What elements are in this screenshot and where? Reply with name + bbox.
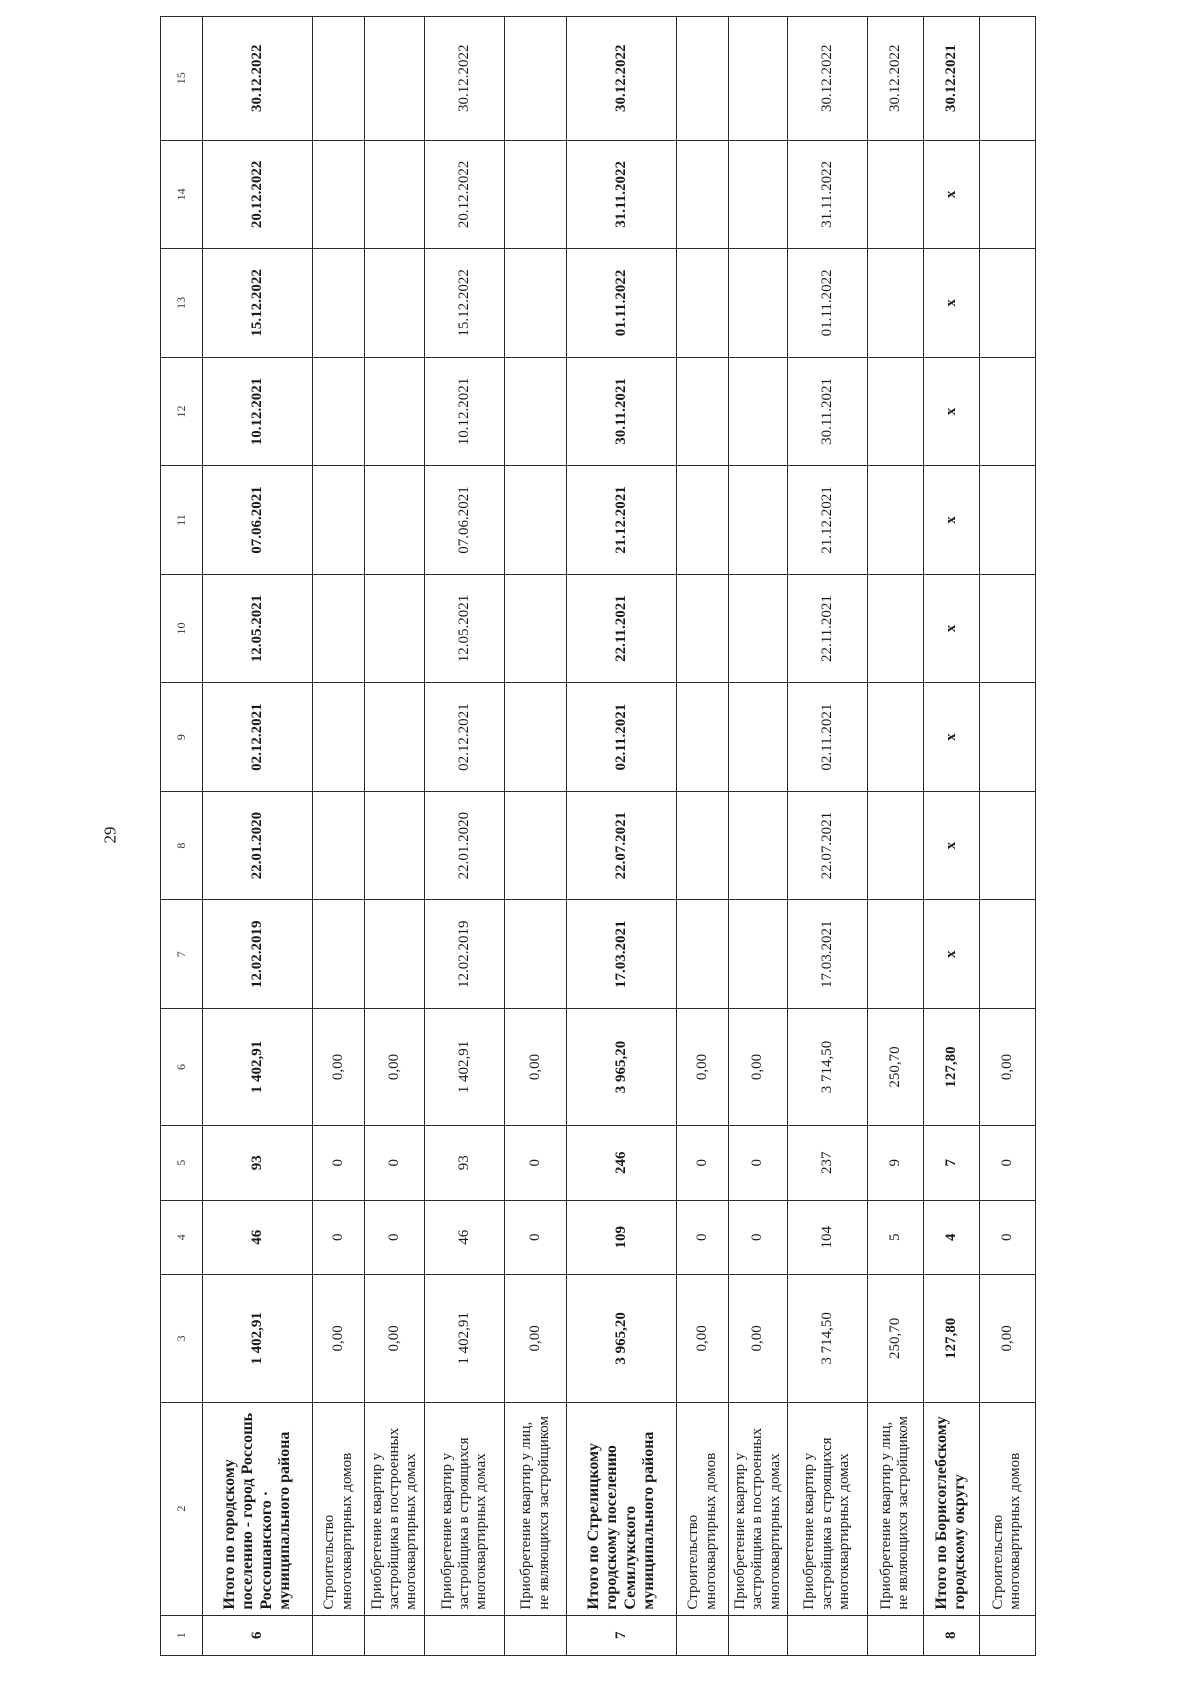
table-cell: 0,00 [365,1008,425,1125]
table-cell [867,466,923,575]
table-cell: 0 [979,1126,1035,1201]
table-cell: 93 [425,1126,505,1201]
table-cell: 02.11.2021 [787,683,867,792]
table-cell [677,791,729,900]
table-cell [677,17,729,141]
table-cell [867,683,923,792]
table-cell [677,249,729,358]
rotated-page [160,16,1200,1656]
table-cell [677,140,729,249]
table-cell: 93 [203,1126,313,1201]
table-row [365,17,425,1656]
table-cell: 20.12.2022 [425,140,505,249]
table-cell: 250,70 [867,1275,923,1403]
table-cell [677,574,729,683]
table-cell: x [923,574,979,683]
table-row [787,17,867,1656]
table-cell [677,466,729,575]
row-label-cell: Итого по Борисоглебскому городскому округу [923,1402,979,1615]
table-cell [729,791,788,900]
col-num-9: 9 [161,683,203,792]
table-cell [313,574,365,683]
row-number-cell [729,1615,788,1655]
col-num-4: 4 [161,1200,203,1275]
table-cell [505,683,567,792]
table-cell [867,574,923,683]
table-cell: 12.02.2019 [203,900,313,1009]
table-cell [729,249,788,358]
table-cell: 1 402,91 [203,1275,313,1403]
table-cell [729,466,788,575]
table-cell: 46 [425,1200,505,1275]
table-cell: 109 [567,1200,677,1275]
table-cell: 17.03.2021 [567,900,677,1009]
table-cell: 7 [923,1126,979,1201]
table-cell: 3 965,20 [567,1275,677,1403]
table-cell: 3 714,50 [787,1008,867,1125]
table-cell [365,357,425,466]
table-cell: 30.12.2022 [203,17,313,141]
table-cell [313,357,365,466]
table-cell: 12.05.2021 [425,574,505,683]
housing-schedule-table [160,16,1036,1656]
table-cell: 9 [867,1126,923,1201]
table-cell: 07.06.2021 [425,466,505,575]
row-label-cell: Приобретение квартир у лиц, не являющихся застройщиком [867,1402,923,1615]
row-label-cell: Итого по городскому поселению - город Россошь Россошанского · муниципального района [203,1402,313,1615]
table-cell [677,683,729,792]
table-cell: 1 402,91 [203,1008,313,1125]
column-numbers-row [161,17,203,1656]
table-cell [729,900,788,1009]
table-cell: 0,00 [313,1275,365,1403]
table-cell: 1 402,91 [425,1008,505,1125]
table-cell: 0 [677,1126,729,1201]
table-cell [979,249,1035,358]
table-cell: 22.01.2020 [203,791,313,900]
table-cell: x [923,466,979,575]
row-label-cell: Приобретение квартир у застройщика в строящихся многоквартирных домах [787,1402,867,1615]
table-cell [313,466,365,575]
row-number-cell [979,1615,1035,1655]
table-cell [729,140,788,249]
table-row-total [567,17,677,1656]
table-cell [677,900,729,1009]
table-row-total [923,17,979,1656]
table-cell: 22.11.2021 [567,574,677,683]
table-cell [729,17,788,141]
table-cell: 21.12.2021 [567,466,677,575]
table-cell [505,140,567,249]
table-cell: x [923,357,979,466]
table-cell [677,357,729,466]
page-number: 29 [100,826,120,844]
table-cell: x [923,249,979,358]
table-cell: 30.12.2022 [867,17,923,141]
row-number-cell [867,1615,923,1655]
table-cell [979,140,1035,249]
table-cell: 127,80 [923,1275,979,1403]
table-cell: 0,00 [729,1275,788,1403]
table-cell [979,357,1035,466]
col-num-8: 8 [161,791,203,900]
row-number-cell [365,1615,425,1655]
table-cell [313,140,365,249]
table-row [729,17,788,1656]
table-row-total [203,17,313,1656]
table-row [425,17,505,1656]
table-cell: 0,00 [729,1008,788,1125]
table-cell: x [923,140,979,249]
table-cell: 30.12.2021 [923,17,979,141]
table-cell: 12.02.2019 [425,900,505,1009]
table-cell: 104 [787,1200,867,1275]
table-cell: 01.11.2022 [787,249,867,358]
table-cell: 0,00 [365,1275,425,1403]
table-cell: 30.11.2021 [787,357,867,466]
row-number-cell [425,1615,505,1655]
table-cell [729,574,788,683]
table-cell: 4 [923,1200,979,1275]
table-cell [979,683,1035,792]
table-cell [365,791,425,900]
table-cell [505,900,567,1009]
col-num-14: 14 [161,140,203,249]
table-cell: 0 [505,1200,567,1275]
table-cell [505,17,567,141]
table-cell [979,466,1035,575]
table-cell: 20.12.2022 [203,140,313,249]
col-num-13: 13 [161,249,203,358]
row-label-cell: Строительство многоквартирных домов [313,1402,365,1615]
table-cell: 46 [203,1200,313,1275]
col-num-3: 3 [161,1275,203,1403]
table-cell: 31.11.2022 [787,140,867,249]
row-label-cell: Приобретение квартир у застройщика в строящихся многоквартирных домах [425,1402,505,1615]
table-cell: 0 [365,1200,425,1275]
table-cell: 0 [729,1126,788,1201]
table-cell: 02.11.2021 [567,683,677,792]
table-cell [505,466,567,575]
table-cell [365,900,425,1009]
col-num-5: 5 [161,1126,203,1201]
table-cell: 22.07.2021 [567,791,677,900]
table-cell: x [923,900,979,1009]
table-cell [729,683,788,792]
table-cell [313,17,365,141]
row-number-cell [677,1615,729,1655]
table-cell [867,357,923,466]
table-cell: 0,00 [979,1275,1035,1403]
table-cell: 22.11.2021 [787,574,867,683]
table-cell: 1 402,91 [425,1275,505,1403]
table-cell: 10.12.2021 [425,357,505,466]
table-cell: 02.12.2021 [203,683,313,792]
table-row [867,17,923,1656]
row-label-cell: Приобретение квартир у застройщика в построенных многоквартирных домах [365,1402,425,1615]
table-cell: 0 [505,1126,567,1201]
table-cell [313,249,365,358]
table-cell [313,683,365,792]
table-cell: 0 [313,1126,365,1201]
table-cell [365,574,425,683]
table-cell [979,791,1035,900]
table-cell: 30.12.2022 [567,17,677,141]
table-cell: 0,00 [677,1275,729,1403]
col-num-15: 15 [161,17,203,141]
table-cell: 3 714,50 [787,1275,867,1403]
table-cell: 0,00 [313,1008,365,1125]
table-cell: 10.12.2021 [203,357,313,466]
col-num-6: 6 [161,1008,203,1125]
table-cell [365,249,425,358]
table-cell [505,791,567,900]
table-cell [505,357,567,466]
table-cell: 0 [365,1126,425,1201]
col-num-10: 10 [161,574,203,683]
table-cell: 5 [867,1200,923,1275]
table-cell: 3 965,20 [567,1008,677,1125]
table-cell [365,683,425,792]
table-cell [365,140,425,249]
table-cell: x [923,791,979,900]
table-cell: 22.01.2020 [425,791,505,900]
col-num-1: 1 [161,1615,203,1655]
table-row [313,17,365,1656]
table-cell: 0 [979,1200,1035,1275]
table-cell [867,791,923,900]
row-number-cell: 7 [567,1615,677,1655]
table-cell: 22.07.2021 [787,791,867,900]
table-cell [979,574,1035,683]
table-cell: 30.12.2022 [425,17,505,141]
table-row [505,17,567,1656]
row-number-cell [313,1615,365,1655]
table-cell: 21.12.2021 [787,466,867,575]
table-cell: 15.12.2022 [425,249,505,358]
row-number-cell [505,1615,567,1655]
table-cell: 01.11.2022 [567,249,677,358]
table-cell: 02.12.2021 [425,683,505,792]
table-cell: 17.03.2021 [787,900,867,1009]
col-num-2: 2 [161,1402,203,1615]
table-cell: 12.05.2021 [203,574,313,683]
col-num-7: 7 [161,900,203,1009]
table-cell: 30.12.2022 [787,17,867,141]
table-cell: 07.06.2021 [203,466,313,575]
col-num-11: 11 [161,466,203,575]
table-cell: 0,00 [505,1275,567,1403]
table-cell: 0,00 [677,1008,729,1125]
table-cell: 0 [729,1200,788,1275]
row-label-cell: Приобретение квартир у лиц, не являющихся застройщиком [505,1402,567,1615]
col-num-12: 12 [161,357,203,466]
table-cell: 0,00 [979,1008,1035,1125]
row-label-cell: Строительство многоквартирных домов [979,1402,1035,1615]
table-cell: x [923,683,979,792]
row-number-cell [787,1615,867,1655]
table-cell [729,357,788,466]
table-cell [365,17,425,141]
table-cell [867,249,923,358]
row-label-cell: Итого по Стрелицкому городскому поселению Семилукского муниципального района [567,1402,677,1615]
row-label-cell: Приобретение квартир у застройщика в построенных многоквартирных домах [729,1402,788,1615]
table-row [677,17,729,1656]
table-cell: 30.11.2021 [567,357,677,466]
table-cell: 0 [313,1200,365,1275]
table-body [203,17,1036,1656]
row-label-cell: Строительство многоквартирных домов [677,1402,729,1615]
table-cell [867,900,923,1009]
table-cell: 31.11.2022 [567,140,677,249]
row-number-cell: 8 [923,1615,979,1655]
table-cell: 15.12.2022 [203,249,313,358]
table-cell: 0,00 [505,1008,567,1125]
table-cell [313,791,365,900]
table-cell: 246 [567,1126,677,1201]
table-cell: 127,80 [923,1008,979,1125]
table-cell [313,900,365,1009]
table-cell [979,17,1035,141]
table-cell [505,249,567,358]
table-cell [365,466,425,575]
table-cell [505,574,567,683]
table-cell [979,900,1035,1009]
table-cell [867,140,923,249]
table-cell: 0 [677,1200,729,1275]
table-row [979,17,1035,1656]
table-cell: 250,70 [867,1008,923,1125]
table-cell: 237 [787,1126,867,1201]
row-number-cell: 6 [203,1615,313,1655]
